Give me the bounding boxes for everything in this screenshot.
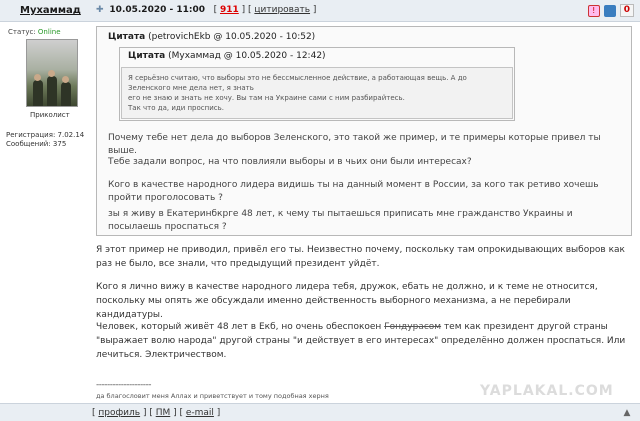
- avatar[interactable]: [26, 39, 78, 107]
- signature-divider: --------------------: [96, 380, 151, 390]
- post-meta: ✚ 10.05.2020 - 11:00 [ 911 ] [ цитировать ]: [96, 5, 317, 15]
- nested-quote-header: Цитата (Мухаммад @ 10.05.2020 - 12:42): [128, 51, 326, 61]
- post-paragraph: Кого я лично вижу в качестве народного лидера тебя, дружок, ебать не должно, и к теме не относится, поскольку мы опять же обсуждали именно действенность выборного механизма, а не перебирали кандидатуры.: [96, 282, 598, 320]
- post-paragraph: Я этот пример не приводил, привёл его ты. Неизвестно почему, поскольку там опрокидывающих выборов как раз не было, все знали, что предыдущий президент уйдёт.: [96, 245, 625, 269]
- header-actions: [588, 4, 634, 17]
- post-date: 10.05.2020 - 11:00: [109, 5, 206, 15]
- nested-quote-text: Я серьёзно считаю, что выборы это не бессмысленное действие, а работающая вещь. А до Зеленского мне дела нет, я знать его не знаю и знать не хочу. Вы там на Украине сами с ним разбирайтесь. Так что да, иди проспись.: [121, 67, 513, 119]
- user-status: Статус: Online: [8, 28, 61, 36]
- quote-header: Цитата (petrovichEkb @ 10.05.2020 - 10:52): [108, 32, 316, 42]
- post-footer: [0, 403, 640, 421]
- post-count: Сообщений: 375: [6, 140, 67, 148]
- arrow-up-icon[interactable]: ▲: [623, 408, 631, 418]
- profile-link[interactable]: профиль: [98, 408, 141, 418]
- footer-links: [ профиль ] [ ПМ ] [ e-mail ]: [92, 408, 221, 418]
- pin-icon: ✚: [96, 5, 104, 15]
- strikethrough-text: Гондурасом: [384, 322, 442, 332]
- post-rating[interactable]: 911: [219, 5, 239, 15]
- flag-icon[interactable]: !: [588, 5, 600, 17]
- quote-paragraph: Почему тебе нет дела до выборов Зеленского, это такой же пример, и те примеры которые привел ты выше.: [108, 133, 601, 156]
- vote-icon[interactable]: [604, 5, 616, 17]
- post-paragraph: Человек, который живёт 48 лет в Екб, но очень обеспокоен Гондурасом тем как президент другой страны "выражает волю народа" другой страны "и действует в его интересах" определённо должен проспаться. Или лечиться. Электричеством.: [96, 322, 626, 360]
- quote-button[interactable]: цитировать: [254, 5, 311, 15]
- quote-block: [96, 26, 632, 236]
- user-stats: [6, 131, 84, 149]
- email-link[interactable]: e-mail: [185, 408, 214, 418]
- pm-link[interactable]: ПМ: [155, 408, 171, 418]
- signature-text: да благословит меня Аллах и приветствует и тому подобная херня: [96, 392, 329, 400]
- quote-paragraph: Кого в качестве народного лидера видишь ты на данный момент в России, за кого так ретиво хочешь пройти проголосовать ?: [108, 180, 599, 203]
- quote-paragraph: Тебе задали вопрос, на что повлияли выборы и в чьих они были интересах?: [108, 157, 472, 167]
- author-name[interactable]: Мухаммад: [20, 5, 81, 16]
- watermark: YAPLAKAL.COM: [480, 383, 614, 399]
- author-sidebar: [0, 22, 92, 402]
- post-header: [0, 0, 640, 22]
- registration-date: Регистрация: 7.02.14: [6, 131, 85, 139]
- status-online: Online: [37, 28, 61, 36]
- nested-quote-block: [119, 47, 515, 121]
- post-score: 0: [623, 5, 630, 15]
- user-rank: Приколист: [30, 111, 70, 119]
- quote-paragraph: зы я живу в Екатеринбкрге 48 лет, к чему ты пытаешься приписать мне гражданство Украины и посылаешь проспаться ?: [108, 209, 573, 232]
- score-box: [620, 4, 634, 17]
